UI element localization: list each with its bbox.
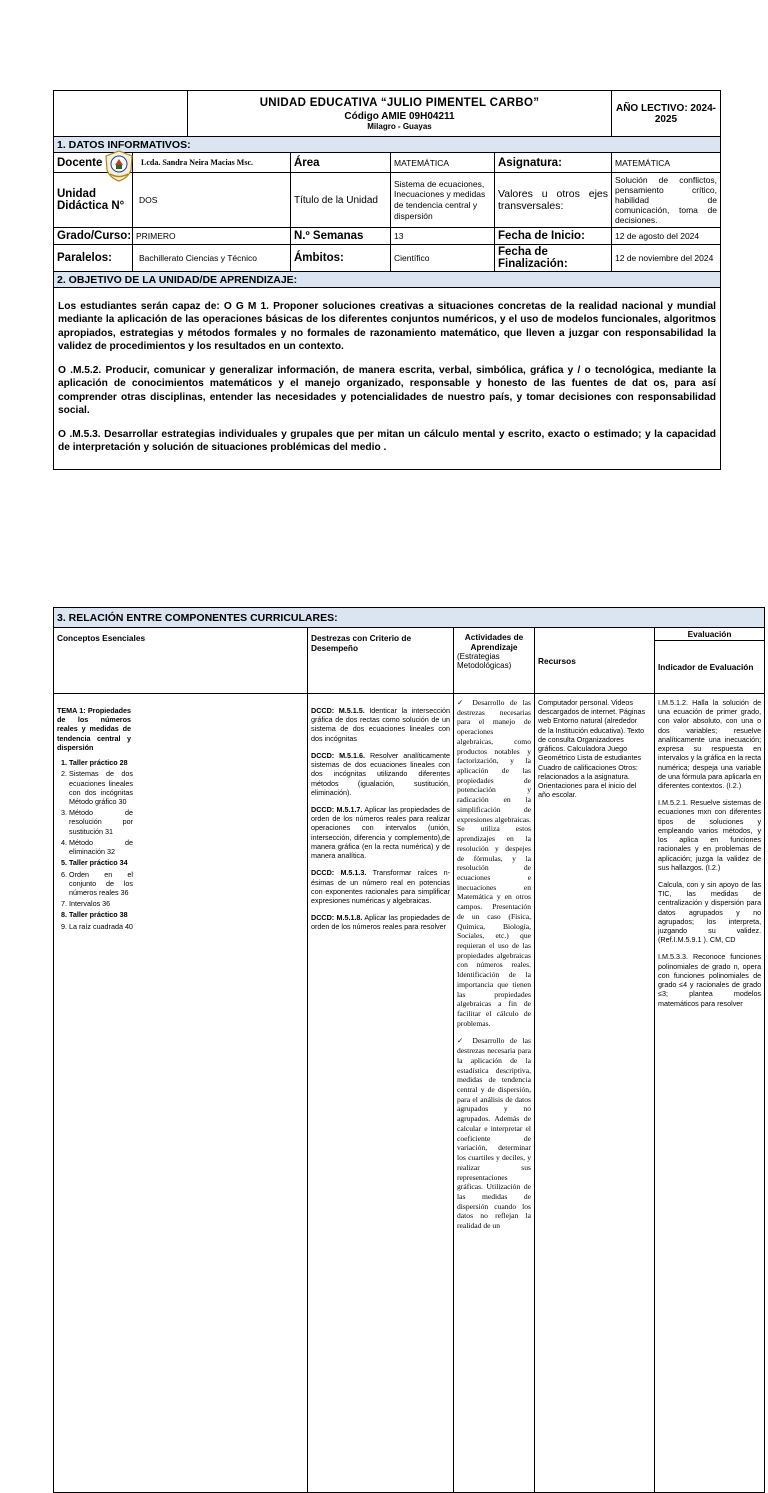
destreza-code: DCCD: M.5.1.6. xyxy=(311,750,366,760)
conceptos-list xyxy=(57,758,133,931)
col-actividades-label: Actividades de Aprendizaje xyxy=(464,632,524,652)
col-conceptos xyxy=(54,628,308,694)
destreza-code: DCCD: M.5.1.5. xyxy=(311,706,365,715)
relacion-table xyxy=(53,607,765,1493)
fin-label: Fecha de Finalización: xyxy=(495,245,612,272)
destreza-item xyxy=(311,805,450,860)
concepto-item: 6. Orden en el conjunto de los números reales 36 xyxy=(69,870,133,898)
titulo-unidad-label: Título de la Unidad xyxy=(291,173,391,228)
concepto-item: 1. Taller práctico 28 xyxy=(69,758,133,767)
indicadores-cell xyxy=(655,694,765,1493)
grado-value: PRIMERO xyxy=(133,228,291,245)
destreza-item xyxy=(311,868,450,905)
actividad-paragraph: ✓ Desarrollo de las destrezas necesaria para la aplicación de la estadística descriptiva, medidas de tendencia central y de dispersión, para el análisis de datos agrupados y no agrupados. Además de calcular e interpretar el coeficiente de variación, determinar los cuartiles y deciles, y realizar sus representaciones gráficas. Utilización de las medidas de dispersión cuando los datos no reflejan la realidad de un xyxy=(457,1036,531,1231)
destreza-text: Identicar la intersección gráfica de dos rectas como solución de un sistema de dos ecuaciones lineales con dos incógnitas xyxy=(311,706,450,743)
amie-code: Código AMIE 09H04211 xyxy=(344,110,455,122)
asignatura-value: MATEMÁTICA xyxy=(612,153,721,173)
indicador-item: I.M.5.3.3. Reconoce funciones polinomiales de grado n, opera con funciones polinomiales de grado ≤4 y racionales de grado ≤3; plantea modelos matemáticos para resolver xyxy=(658,952,762,1008)
destreza-item xyxy=(311,913,450,931)
datos-informativos-table xyxy=(53,90,721,470)
destreza-code: DCCD: M.5.1.8. xyxy=(311,913,363,923)
paralelos-value: Bachillerato Ciencias y Técnico xyxy=(133,245,291,272)
concepto-item: 4. Método de eliminación 32 xyxy=(69,838,133,856)
school-seal-icon xyxy=(104,150,134,182)
destreza-text: Transformar raíces n-ésimas de un número real en potencias con exponentes racionales para simplificar expresiones numéricas y algebraicas. xyxy=(311,868,450,905)
destreza-code: DCCD: M.5.1.7. xyxy=(311,804,363,814)
valores-label: Valores u otros ejes transversales: xyxy=(495,173,612,228)
inicio-value: 12 de agosto del 2024 xyxy=(612,228,721,245)
datos-title: 1. DATOS INFORMATIVOS: xyxy=(54,137,721,153)
docente-value: Lcda. Sandra Neira Macias Msc. xyxy=(133,153,291,173)
concepto-item: 2. Sistemas de dos ecuaciones lineales con dos incógnitas Método gráfico 30 xyxy=(69,769,133,806)
semanas-label: N.º Semanas xyxy=(291,228,391,245)
recursos-cell: Computador personal. Videos descargados de internet. Páginas web Entorno natural (alrededor de la Institución educativa). Texto de consulta Organizadores gráficos. Calculadora Juego Geométrico Lista de estudiantes Cuadro de calificaciones Otros: relacionados a la asignatura. Orientaciones para el inicio del año escolar. xyxy=(535,694,655,1493)
destreza-item xyxy=(311,751,450,797)
conceptos-cell xyxy=(54,694,308,1493)
inicio-label: Fecha de Inicio: xyxy=(495,228,612,245)
col-conceptos-label: Conceptos Esenciales xyxy=(57,633,146,643)
concepto-item: 3. Método de resolución por sustitución 31 xyxy=(69,808,133,836)
grado-label: Grado/Curso: xyxy=(54,228,133,245)
concepto-item: 8. Taller práctico 38 xyxy=(69,910,133,919)
fin-value: 12 de noviembre del 2024 xyxy=(612,245,721,272)
objetivo-body xyxy=(54,288,721,470)
concepto-item: 5. Taller práctico 34 xyxy=(69,858,133,867)
ambitos-label: Ámbitos: xyxy=(291,245,391,272)
relacion-title: 3. RELACIÓN ENTRE COMPONENTES CURRICULARES: xyxy=(54,608,765,628)
school-header xyxy=(188,91,612,137)
school-year: AÑO LECTIVO: 2024-2025 xyxy=(612,91,721,137)
paralelos-label: Paralelos: xyxy=(54,245,133,272)
destreza-code: DCCD: M.5.1.3. xyxy=(311,868,367,878)
concepto-item: 7. Intervalos 36 xyxy=(69,899,133,908)
destreza-text: Resolver analíticamente sistemas de dos ecuaciones lineales con dos incógnitas utilizando diferentes métodos (igualación, sustitución, eliminación). xyxy=(311,750,450,797)
asignatura-label: Asignatura: xyxy=(495,153,612,173)
logo-cell xyxy=(54,91,188,137)
objetivo-paragraph: O .M.5.2. Producir, comunicar y generalizar información, de manera escrita, verbal, simbólica, gráfica y / o tecnológica, mediante la aplicación de conocimientos matemáticos y el manejo organizado, responsable y honesto de las fuentes de dat os, para así comprender otras disciplinas, entender las necesidades y potencialidades de nuestro país, y tomar decisiones con responsabilidad social. xyxy=(58,364,716,417)
area-value: MATEMÁTICA xyxy=(391,153,495,173)
tema-title: TEMA 1: Propiedades de los números reales y medidas de tendencia central y dispersión xyxy=(57,706,131,752)
col-evaluacion: Evaluación xyxy=(655,628,765,641)
titulo-unidad-value: Sistema de ecuaciones, Inecuaciones y medidas de tendencia central y dispersión xyxy=(391,173,495,228)
ambitos-value: Científico xyxy=(391,245,495,272)
objetivo-paragraph: Los estudiantes serán capaz de: O G M 1. Proponer soluciones creativas a situaciones concretas de la realidad nacional y mundial mediante la aplicación de las operaciones básicas de los diferentes conjuntos numéricos, y el uso de modelos funcionales, algoritmos apropiados, estrategias y métodos formales y no formales de razonamiento matemático, que lleven a juzgar con responsabilidad la validez de procedimientos y los resultados en un contexto. xyxy=(58,301,716,353)
indicador-item: I.M.5.1.2. Halla la solución de una ecuación de primer grado, con valor absoluto, con una o dos variables; resuelve analíticamente una inecuación; expresa su respuesta en intervalos y la gráfica en la recta numérica; despeja una variable de una fórmula para aplicarla en diferentes contextos. (I.2.) xyxy=(658,698,762,790)
col-actividades xyxy=(454,628,535,694)
objetivo-paragraph: O .M.5.3. Desarrollar estrategias individuales y grupales que per mitan un cálculo mental y escrito, exacto o estimado; y la capacidad de interpretación y solución de situaciones problémicas del medio . xyxy=(58,428,716,454)
col-destrezas: Destrezas con Criterio de Desempeño xyxy=(308,628,454,694)
area-label: Área xyxy=(291,153,391,173)
col-recursos: Recursos xyxy=(535,628,655,694)
semanas-value: 13 xyxy=(391,228,495,245)
school-name: UNIDAD EDUCATIVA “JULIO PIMENTEL CARBO” xyxy=(259,96,540,109)
unidad-label: Unidad Didáctica N° xyxy=(54,173,133,228)
destrezas-cell xyxy=(308,694,454,1493)
school-location: Milagro - Guayas xyxy=(367,121,432,131)
indicador-item: I.M.5.2.1. Resuelve sistemas de ecuaciones mxn con diferentes tipos de soluciones y empleando varios métodos, y los aplica en funciones racionales y en problemas de aplicación; juzga la validez de sus hallazgos. (I.2.) xyxy=(658,798,762,872)
valores-value: Solución de conflictos, pensamiento crítico, habilidad de comunicación, toma de decisiones. xyxy=(612,173,721,228)
col-indicador: Indicador de Evaluación xyxy=(655,641,765,694)
concepto-item: 9. La raíz cuadrada 40 xyxy=(69,922,133,931)
docente-label: Docente xyxy=(54,153,133,173)
destreza-text: Aplicar las propiedades de orden de los números reales para resolver xyxy=(311,913,450,932)
unidad-value: DOS xyxy=(133,173,291,228)
destreza-item xyxy=(311,706,450,743)
objetivo-title: 2. OBJETIVO DE LA UNIDAD/DE APRENDIZAJE: xyxy=(54,272,721,288)
actividad-paragraph: ✓ Desarrollo de las destrezas necesarias para el manejo de operaciones algebraicas, como productos notables y factorización, y la aplicación de las propiedades de potenciación y radicación en la simplificación de expresiones algebraicas. Se utiliza estos aprendizajes en la resolución y despejes de fórmulas, y la resolución de ecuaciones e inecuaciones en Matemática y en otros campos. Presentación de un caso (Física, Química, Biología, Sociales, etc.) que requieran el uso de las propiedades algebraicas con números reales. Identificación de la importancia que tienen las propiedades algebraicas a fin de facilitar el cálculo de problemas. xyxy=(457,698,531,1028)
actividades-cell xyxy=(454,694,535,1493)
destreza-text: Aplicar las propiedades de orden de los números reales para realizar operaciones con intervalos (unión, intersección, diferencia y complemento),de manera gráfica (en la recta numérica) y de manera analítica. xyxy=(311,804,450,861)
col-actividades-sub: (Estrategias Metodológicas) xyxy=(457,652,512,670)
indicador-item: Calcula, con y sin apoyo de las TIC, las medidas de centralización y dispersión para datos agrupados y no agrupados; los interpreta, juzgando su validez. (Ref.I.M.5.9.1 ). CM, CD xyxy=(658,879,762,945)
